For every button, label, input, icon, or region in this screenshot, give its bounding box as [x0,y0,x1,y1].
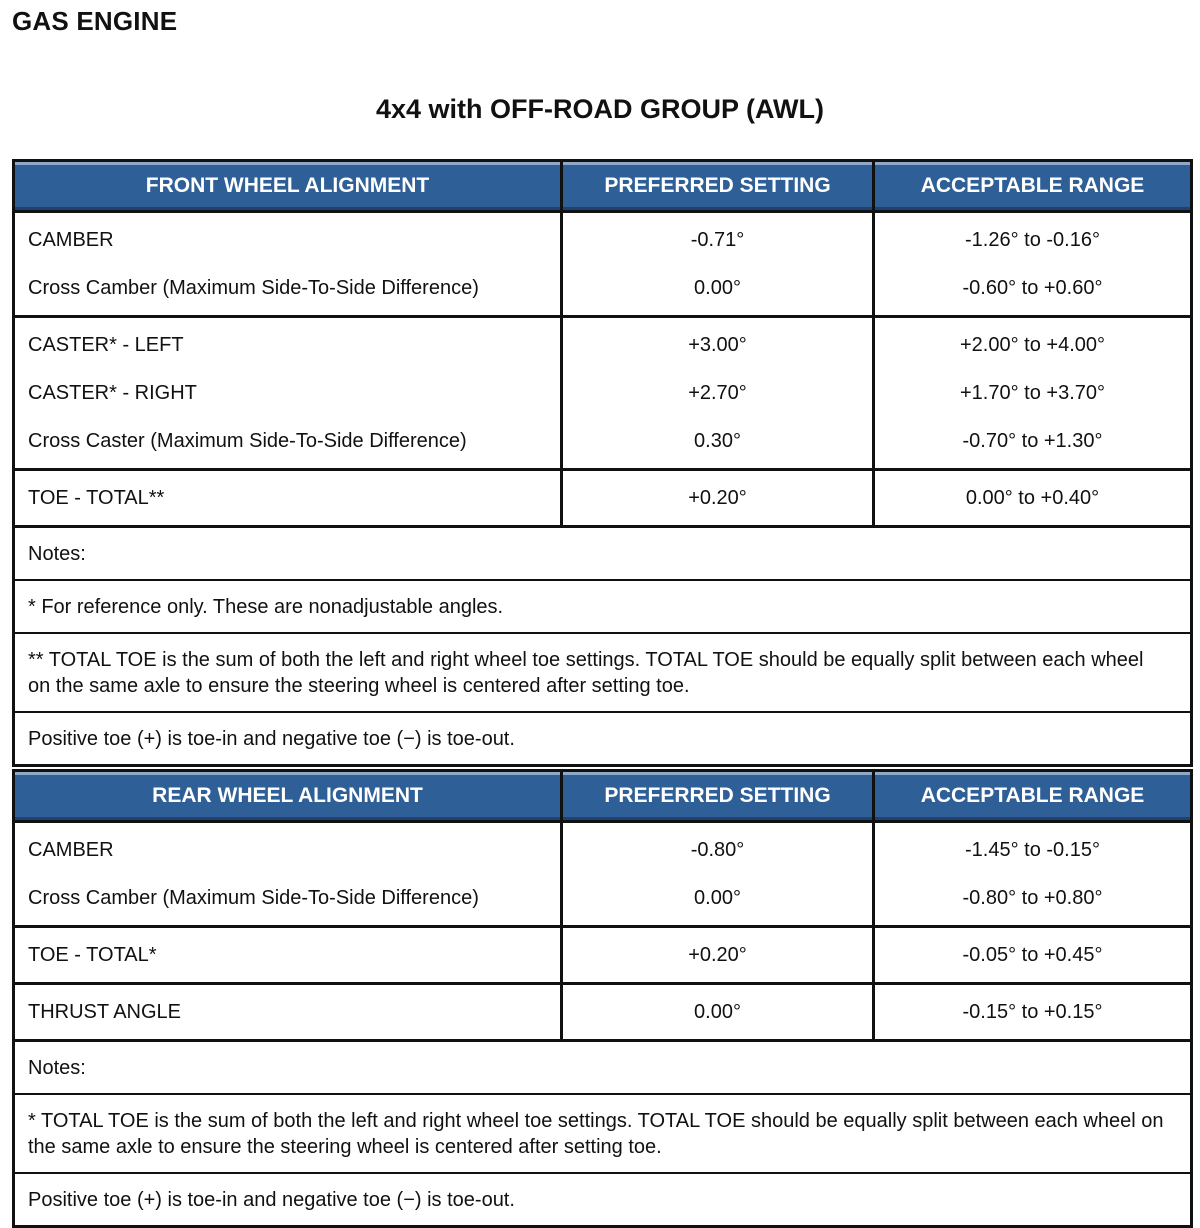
notes-row [14,1041,1192,1095]
preferred-value: +0.20° [562,470,874,527]
rear-table-header-row [14,771,1192,822]
range-value: -0.80° to +0.80° [874,874,1192,927]
row-label: TOE - TOTAL** [14,470,562,527]
row-label: THRUST ANGLE [14,984,562,1041]
page-subtitle: 4x4 with OFF-ROAD GROUP (AWL) [375,94,824,124]
table-row [14,264,1192,317]
note-text: ** TOTAL TOE is the sum of both the left and right wheel toe settings. TOTAL TOE should be equally split between each wheel on the same axle to ensure the steering wheel is centered after setting toe. [14,633,1192,712]
row-label: TOE - TOTAL* [14,927,562,984]
range-value: -0.70° to +1.30° [874,417,1192,470]
range-value: -1.26° to -0.16° [874,212,1192,265]
preferred-value: +0.20° [562,927,874,984]
table-row [14,927,1192,984]
notes-row [14,712,1192,766]
front-wheel-alignment-table [12,159,1193,767]
range-value: -0.60° to +0.60° [874,264,1192,317]
notes-row [14,580,1192,633]
row-label: CAMBER [28,838,114,861]
row-label: CAMBER [28,228,114,251]
notes-row [14,1173,1192,1227]
front-col-alignment-header: FRONT WHEEL ALIGNMENT [14,161,562,212]
front-col-preferred-header: PREFERRED SETTING [562,161,874,212]
rear-col-preferred-header: PREFERRED SETTING [562,771,874,822]
table-row [14,317,1192,370]
front-table-header-row [14,161,1192,212]
table-row [14,984,1192,1041]
row-label: CASTER* - RIGHT [28,381,197,404]
preferred-value: 0.30° [562,417,874,470]
note-text: Positive toe (+) is toe-in and negative toe (−) is toe-out. [28,1189,515,1211]
preferred-value: 0.00° [562,874,874,927]
row-label: Cross Camber (Maximum Side-To-Side Difference) [14,874,562,927]
rear-wheel-alignment-table [12,769,1193,1228]
notes-row [14,527,1192,581]
page-heading: GAS ENGINE [12,6,178,36]
table-row [14,874,1192,927]
table-row [14,212,1192,265]
table-row [14,369,1192,417]
preferred-value: +3.00° [562,317,874,370]
preferred-value: 0.00° [562,264,874,317]
row-label: Cross Caster (Maximum Side-To-Side Difference) [14,417,562,470]
note-text: * TOTAL TOE is the sum of both the left and right wheel toe settings. TOTAL TOE should be equally split between each wheel on the same axle to ensure the steering wheel is centered after setting toe. [14,1094,1192,1173]
preferred-value: -0.80° [562,822,874,875]
preferred-value: -0.71° [562,212,874,265]
range-value: 0.00° to +0.40° [874,470,1192,527]
notes-row [14,1094,1192,1173]
row-label: Cross Camber (Maximum Side-To-Side Difference) [14,264,562,317]
preferred-value: 0.00° [562,984,874,1041]
notes-row [14,633,1192,712]
preferred-value: +2.70° [562,369,874,417]
rear-col-range-header: ACCEPTABLE RANGE [874,771,1192,822]
range-value: +2.00° to +4.00° [874,317,1192,370]
row-label: CASTER* - LEFT [28,333,184,356]
table-row [14,470,1192,527]
table-row [14,417,1192,470]
front-col-range-header: ACCEPTABLE RANGE [874,161,1192,212]
range-value: -0.05° to +0.45° [874,927,1192,984]
note-text: Positive toe (+) is toe-in and negative toe (−) is toe-out. [28,728,515,750]
range-value: +1.70° to +3.70° [874,369,1192,417]
table-row [14,822,1192,875]
range-value: -0.15° to +0.15° [874,984,1192,1041]
range-value: -1.45° to -0.15° [874,822,1192,875]
rear-col-alignment-header: REAR WHEEL ALIGNMENT [14,771,562,822]
notes-heading: Notes: [14,527,1192,581]
note-text: * For reference only. These are nonadjustable angles. [14,580,1192,633]
notes-heading: Notes: [14,1041,1192,1095]
